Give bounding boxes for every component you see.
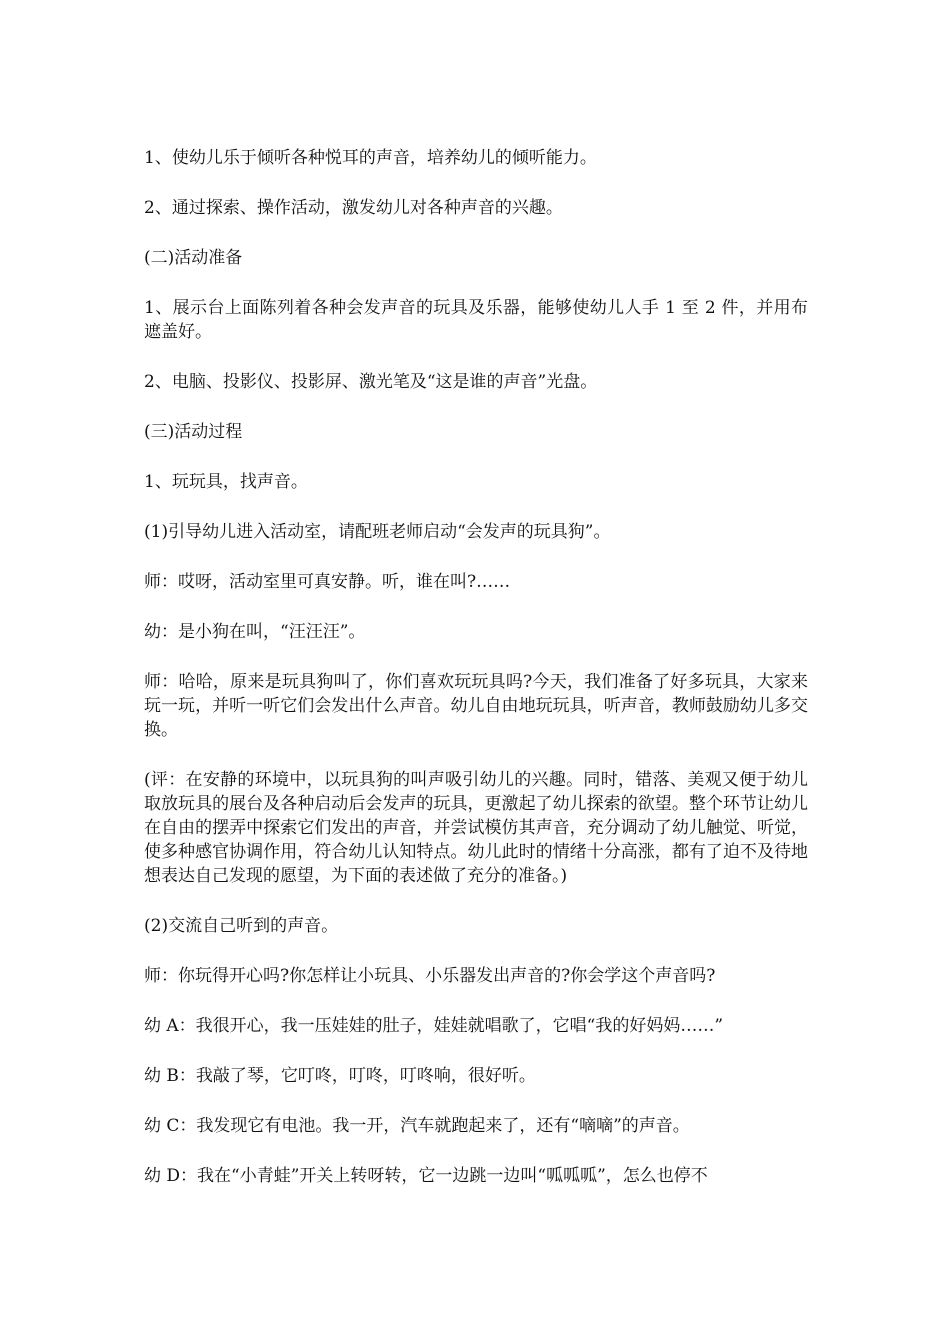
section-heading-process: (三)活动过程 [144,422,243,442]
teacher-line-1: 师：哎呀，活动室里可真安静。听，谁在叫?…… [144,572,511,592]
process-step-1-heading: 1、玩玩具，找声音。 [144,472,308,492]
child-a-line: 幼 A：我很开心，我一压娃娃的肚子，娃娃就唱歌了，它唱“我的好妈妈……” [144,1016,724,1036]
document-page [144,146,808,1214]
process-substep-1-paragraph: (1)引导幼儿进入活动室，请配班老师启动“会发声的玩具狗”。 [144,522,611,542]
goal-2-paragraph: 2、通过探索、操作活动，激发幼儿对各种声音的兴趣。 [144,198,563,218]
teacher-line-3: 师：你玩得开心吗?你怎样让小玩具、小乐器发出声音的?你会学这个声音吗? [144,966,716,986]
child-d-line: 幼 D：我在“小青蛙”开关上转呀转，它一边跳一边叫“呱呱呱”，怎么也停不 [144,1166,708,1186]
teacher-line-2: 师：哈哈，原来是玩具狗叫了，你们喜欢玩玩具吗?今天，我们准备了好多玩具，大家来玩一玩，并听一听它们会发出什么声音。幼儿自由地玩玩具，听声音，教师鼓励幼儿多交换。 [144,672,808,740]
process-substep-2-paragraph: (2)交流自己听到的声音。 [144,916,339,936]
goal-1-paragraph: 1、使幼儿乐于倾听各种悦耳的声音，培养幼儿的倾听能力。 [144,148,597,168]
child-c-line: 幼 C：我发现它有电池。我一开，汽车就跑起来了，还有“嘀嘀”的声音。 [144,1116,690,1136]
preparation-1-paragraph: 1、展示台上面陈列着各种会发声音的玩具及乐器，能够使幼儿人手 1 至 2 件，并用布遮盖好。 [144,298,808,342]
section-heading-preparation: (二)活动准备 [144,248,243,268]
commentary-paragraph: (评：在安静的环境中，以玩具狗的叫声吸引幼儿的兴趣。同时，错落、美观又便于幼儿取放玩具的展台及各种启动后会发声的玩具，更激起了幼儿探索的欲望。整个环节让幼儿在自由的摆弄中探索它们发出的声音，并尝试模仿其声音，充分调动了幼儿触觉、听觉，使多种感官协调作用，符合幼儿认知特点。幼儿此时的情绪十分高涨，都有了迫不及待地想表达自己发现的愿望，为下面的表述做了充分的准备。) [144,770,808,886]
preparation-2-paragraph: 2、电脑、投影仪、投影屏、激光笔及“这是谁的声音”光盘。 [144,372,598,392]
child-line-1: 幼：是小狗在叫，“汪汪汪”。 [144,622,366,642]
child-b-line: 幼 B：我敲了琴，它叮咚，叮咚，叮咚响，很好听。 [144,1066,536,1086]
